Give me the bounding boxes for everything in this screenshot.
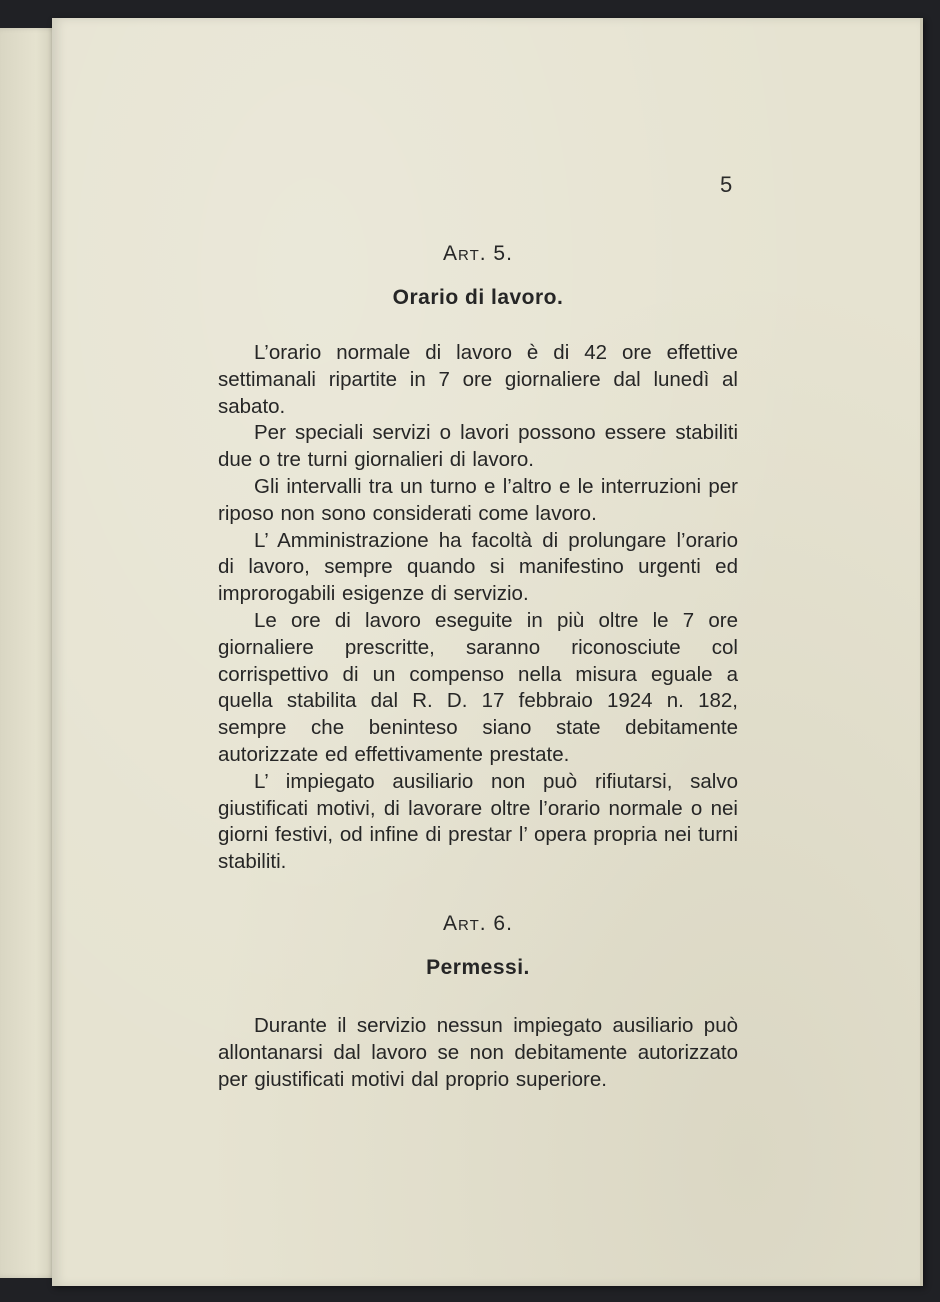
paragraph: L’ Amministrazione ha facoltà di prolungare l’orario di lavoro, sempre quando si manifestino urgenti ed improrogabili esigenze di servizio. xyxy=(218,528,738,606)
article-5-title: Orario di lavoro. xyxy=(392,286,564,309)
paragraph: Per speciali servizi o lavori possono essere stabiliti due o tre turni giornalieri di lavoro. xyxy=(218,421,738,472)
paragraph: Durante il servizio nessun impiegato ausiliario può allontanarsi dal lavoro se non debitamente autorizzato per giustificati motivi dal proprio superiore. xyxy=(218,1014,738,1091)
article-6-heading: Art. 6. xyxy=(443,912,513,935)
page-number: 5 xyxy=(720,172,733,197)
paragraph: L’orario normale di lavoro è di 42 ore effettive settimanali ripartite in 7 ore giornaliere dal lunedì al sabato. xyxy=(218,341,738,418)
article-6-title: Permessi. xyxy=(426,956,530,979)
paragraph: L’ impiegato ausiliario non può rifiutarsi, salvo giustificati motivi, di lavorare oltre l’orario normale o nei giorni festivi, od infine di prestar l’ opera propria nei turni stabiliti. xyxy=(218,769,738,874)
article-5-body xyxy=(218,340,738,876)
paragraph: Gli intervalli tra un turno e l’altro e le interruzioni per riposo non sono considerati come lavoro. xyxy=(218,474,738,525)
paragraph: Le ore di lavoro eseguite in più oltre le 7 ore giornaliere prescritte, saranno riconosciute col corrispettivo di un compenso nella misura eguale a quella stabilita dal R. D. 17 febbraio 1924 n. 182, sempre che beninteso siano state debitamente autorizzate ed effettivamente prestate. xyxy=(218,608,738,766)
article-5-heading: Art. 5. xyxy=(443,242,513,265)
article-6-body xyxy=(218,1013,738,1093)
